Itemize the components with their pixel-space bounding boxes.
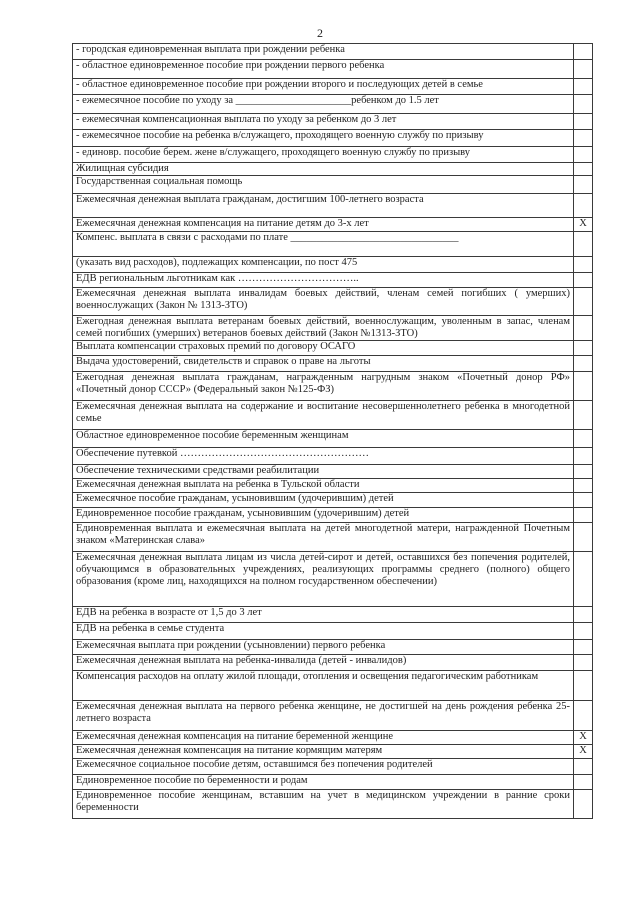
- benefit-row: [73, 623, 593, 640]
- benefit-name: Областное единовременное пособие беременным женщинам: [73, 430, 574, 448]
- benefit-mark-cell[interactable]: [574, 623, 593, 640]
- benefit-name: Ежемесячная денежная выплата лицам из числа детей-сирот и детей, оставшихся без попечения родителей, обучающимся в образовательных учреждениях, реализующих программы среднего (полного) общего образования (кроме лиц, находящихся на полном государственном обеспечении): [73, 552, 574, 607]
- benefit-mark-cell[interactable]: [574, 372, 593, 401]
- page-number: 2: [317, 26, 323, 40]
- benefit-name: ЕДВ на ребенка в семье студента: [73, 623, 574, 640]
- benefit-mark-cell[interactable]: [574, 147, 593, 163]
- benefit-row: [73, 288, 593, 316]
- benefit-mark-cell[interactable]: [574, 701, 593, 731]
- benefit-row: [73, 655, 593, 671]
- benefit-mark-cell[interactable]: [574, 448, 593, 465]
- benefit-name: Ежемесячная денежная компенсация на питание детям до 3-х лет: [73, 218, 574, 232]
- benefit-mark-cell[interactable]: [574, 775, 593, 790]
- benefit-mark-cell[interactable]: [574, 95, 593, 114]
- benefit-mark-cell[interactable]: [574, 130, 593, 147]
- benefit-name: - единовр. пособие берем. жене в/служащего, проходящего военную службу по призыву: [73, 147, 574, 163]
- benefit-row: [73, 130, 593, 147]
- benefit-name: ЕДВ региональным льготникам как ……………………………..: [73, 273, 574, 288]
- benefit-mark-cell[interactable]: [574, 759, 593, 775]
- benefit-name: Ежемесячная денежная выплата на ребенка-инвалида (детей - инвалидов): [73, 655, 574, 671]
- benefit-name: Ежемесячная денежная выплата гражданам, достигшим 100-летнего возраста: [73, 194, 574, 218]
- benefit-mark-cell[interactable]: [574, 671, 593, 701]
- benefit-row: [73, 401, 593, 430]
- benefit-row: [73, 759, 593, 775]
- benefit-row: [73, 60, 593, 79]
- benefit-name: - областное единовременное пособие при рождении второго и последующих детей в семье: [73, 79, 574, 95]
- benefit-row: [73, 163, 593, 176]
- benefit-name: Компенсация расходов на оплату жилой площади, отопления и освещения педагогическим работникам: [73, 671, 574, 701]
- benefit-row: [73, 640, 593, 655]
- benefit-name: Ежегодная денежная выплата ветеранам боевых действий, военнослужащим, уволенным в запас, членам семей погибших (умерших) ветеранов боевых действий (Закон №1313-ЗТО): [73, 316, 574, 341]
- benefit-name: Единовременная выплата и ежемесячная выплата на детей многодетной матери, награжденной Почетным знаком «Материнская слава»: [73, 523, 574, 552]
- benefit-row: [73, 775, 593, 790]
- benefit-mark-cell[interactable]: [574, 493, 593, 508]
- benefit-name: Ежемесячная выплата при рождении (усыновлении) первого ребенка: [73, 640, 574, 655]
- benefit-mark-cell[interactable]: [574, 479, 593, 493]
- benefit-name: Ежемесячная денежная компенсация на питание беременной женщине: [73, 731, 574, 745]
- benefit-row: [73, 671, 593, 701]
- benefit-name: Единовременное пособие женщинам, вставшим на учет в медицинском учреждении в ранние сроки беременности: [73, 790, 574, 819]
- benefit-name: Жилищная субсидия: [73, 163, 574, 176]
- benefit-name: Ежемесячная денежная выплата на первого ребенка женщине, не достигшей на день рождения ребенка 25-летнего возраста: [73, 701, 574, 731]
- benefit-mark-cell[interactable]: [574, 508, 593, 523]
- benefit-name: - городская единовременная выплата при рождении ребенка: [73, 44, 574, 60]
- benefit-mark-cell[interactable]: [574, 44, 593, 60]
- benefit-row: [73, 257, 593, 273]
- benefit-mark-cell[interactable]: X: [574, 745, 593, 759]
- benefit-name: Обеспечение техническими средствами реабилитации: [73, 465, 574, 479]
- benefit-row: [73, 465, 593, 479]
- benefit-mark-cell[interactable]: [574, 640, 593, 655]
- benefit-name: Выдача удостоверений, свидетельств и справок о праве на льготы: [73, 356, 574, 372]
- benefit-mark-cell[interactable]: [574, 232, 593, 257]
- benefit-row: [73, 372, 593, 401]
- benefit-row: [73, 316, 593, 341]
- benefit-row: [73, 232, 593, 257]
- benefit-name: Ежемесячная денежная выплата инвалидам боевых действий, членам семей погибших ( умерших) военнослужащих (Закон № 1313-ЗТО): [73, 288, 574, 316]
- benefit-mark-cell[interactable]: [574, 288, 593, 316]
- benefit-mark-cell[interactable]: [574, 401, 593, 430]
- benefit-row: [73, 479, 593, 493]
- benefit-name: Государственная социальная помощь: [73, 176, 574, 194]
- benefit-name: - ежемесячная компенсационная выплата по уходу за ребенком до 3 лет: [73, 114, 574, 130]
- benefit-row: [73, 356, 593, 372]
- benefit-mark-cell[interactable]: [574, 163, 593, 176]
- benefit-mark-cell[interactable]: [574, 257, 593, 273]
- benefit-row: [73, 745, 593, 759]
- benefit-row: [73, 508, 593, 523]
- benefit-mark-cell[interactable]: [574, 430, 593, 448]
- benefit-name: Обеспечение путевкой ………………………………………………: [73, 448, 574, 465]
- benefit-name: Ежегодная денежная выплата гражданам, награжденным нагрудным знаком «Почетный донор РФ» «Почетный донор СССР» (Федеральный закон №125-ФЗ): [73, 372, 574, 401]
- benefit-row: [73, 95, 593, 114]
- benefit-name: - областное единовременное пособие при рождении первого ребенка: [73, 60, 574, 79]
- benefit-mark-cell[interactable]: X: [574, 731, 593, 745]
- benefit-mark-cell[interactable]: [574, 655, 593, 671]
- benefit-row: [73, 701, 593, 731]
- benefit-row: [73, 218, 593, 232]
- benefit-mark-cell[interactable]: [574, 114, 593, 130]
- benefits-checklist-table: [72, 43, 593, 819]
- benefit-row: [73, 194, 593, 218]
- benefit-mark-cell[interactable]: X: [574, 218, 593, 232]
- benefit-name: Ежемесячная денежная выплата на содержание и воспитание несовершеннолетнего ребенка в многодетной семье: [73, 401, 574, 430]
- benefit-row: [73, 176, 593, 194]
- benefit-row: [73, 523, 593, 552]
- benefit-row: [73, 341, 593, 356]
- benefit-name: Компенс. выплата в связи с расходами по плате ________________________________: [73, 232, 574, 257]
- benefit-row: [73, 493, 593, 508]
- benefit-mark-cell[interactable]: [574, 273, 593, 288]
- benefit-mark-cell[interactable]: [574, 465, 593, 479]
- benefit-row: [73, 790, 593, 819]
- benefit-mark-cell[interactable]: [574, 607, 593, 623]
- benefit-name: Единовременное пособие по беременности и родам: [73, 775, 574, 790]
- benefit-row: [73, 430, 593, 448]
- benefit-name: (указать вид расходов), подлежащих компенсации, по пост 475: [73, 257, 574, 273]
- benefit-row: [73, 273, 593, 288]
- benefit-mark-cell[interactable]: [574, 194, 593, 218]
- benefit-mark-cell[interactable]: [574, 60, 593, 79]
- benefit-mark-cell[interactable]: [574, 523, 593, 552]
- benefit-name: Выплата компенсации страховых премий по договору ОСАГО: [73, 341, 574, 356]
- benefit-row: [73, 607, 593, 623]
- benefit-row: [73, 44, 593, 60]
- benefit-name: Ежемесячная денежная выплата на ребенка в Тульской области: [73, 479, 574, 493]
- benefit-name: Ежемесячное пособие гражданам, усыновившим (удочерившим) детей: [73, 493, 574, 508]
- benefit-name: ЕДВ на ребенка в возрасте от 1,5 до 3 лет: [73, 607, 574, 623]
- benefit-row: [73, 79, 593, 95]
- benefit-row: [73, 552, 593, 607]
- benefit-mark-cell[interactable]: [574, 356, 593, 372]
- benefit-mark-cell[interactable]: [574, 79, 593, 95]
- benefits-checklist-body: [73, 44, 593, 819]
- benefit-name: Ежемесячное социальное пособие детям, оставшимся без попечения родителей: [73, 759, 574, 775]
- benefit-row: [73, 448, 593, 465]
- benefit-name: Ежемесячная денежная компенсация на питание кормящим матерям: [73, 745, 574, 759]
- benefit-mark-cell[interactable]: [574, 790, 593, 819]
- benefit-row: [73, 114, 593, 130]
- benefit-name: Единовременное пособие гражданам, усыновившим (удочерившим) детей: [73, 508, 574, 523]
- benefit-name: - ежемесячное пособие на ребенка в/служащего, проходящего военную службу по призыву: [73, 130, 574, 147]
- benefit-name: - ежемесячное пособие по уходу за ______________________ребенком до 1.5 лет: [73, 95, 574, 114]
- benefit-mark-cell[interactable]: [574, 316, 593, 341]
- benefit-row: [73, 147, 593, 163]
- benefit-mark-cell[interactable]: [574, 341, 593, 356]
- benefit-mark-cell[interactable]: [574, 176, 593, 194]
- benefit-row: [73, 731, 593, 745]
- benefit-mark-cell[interactable]: [574, 552, 593, 607]
